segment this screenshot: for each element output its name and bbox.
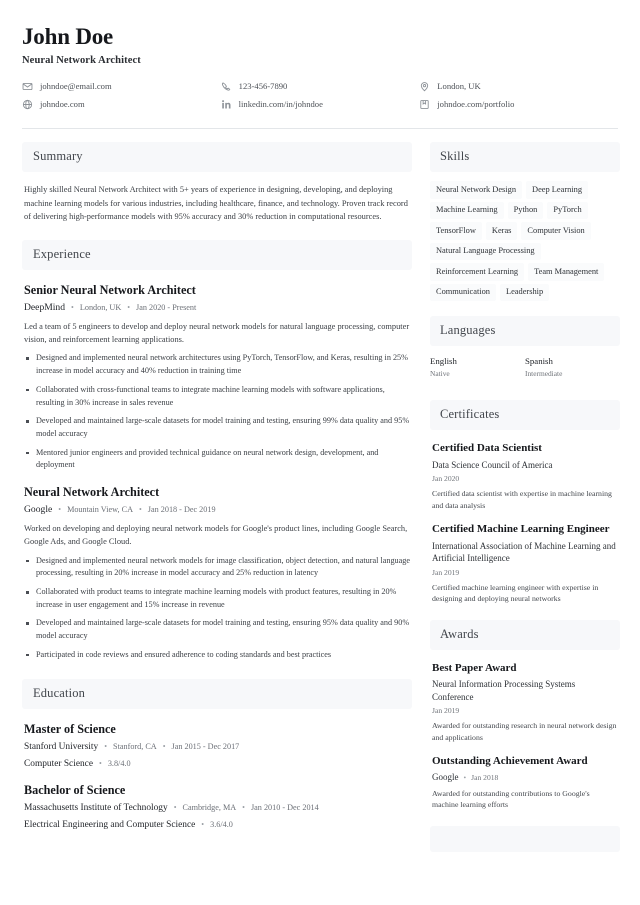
section-skills (430, 142, 620, 301)
meta-separator: • (58, 505, 62, 515)
bullet-item: Designed and implemented neural network architectures using PyTorch, TensorFlow, and Keras, resulting in 25% increase in model accuracy and 40% reduction in training time (24, 352, 410, 377)
meta-separator: • (71, 303, 74, 313)
bullet-item: Collaborated with cross-functional teams to integrate machine learning models with software applications, resulting in 30% increase in sales revenue (24, 384, 410, 409)
skill-chip: Natural Language Processing (430, 243, 541, 261)
contact-linkedin-text: linkedin.com/in/johndoe (238, 98, 323, 109)
experience-title: Senior Neural Network Architect (24, 282, 196, 297)
skill-chip: Keras (486, 222, 518, 240)
section-heading-next (430, 826, 620, 852)
experience-meta (24, 302, 410, 314)
bullet-item: Designed and implemented neural network models for image classification, object detection, and natural language processing, resulting in 20% increase in model accuracy and 25% reduction in latency (24, 555, 410, 580)
linkedin-icon (221, 99, 232, 110)
languages-list (430, 356, 620, 385)
education-degree: Bachelor of Science (24, 783, 126, 798)
certificate-title: Certified Data Scientist (432, 442, 542, 455)
skill-chip: PyTorch (547, 202, 587, 220)
page-title: John Doe (22, 24, 114, 49)
award-title: Outstanding Achievement Award (432, 755, 588, 768)
contact-email-text: johndoe@email.com (40, 81, 112, 92)
language-item (430, 356, 525, 379)
award-meta (432, 772, 618, 784)
language-level: Native (430, 369, 450, 379)
skill-chip: Computer Vision (521, 222, 590, 240)
education-dates: Jan 2010 - Dec 2014 (250, 803, 319, 813)
experience-entry (22, 485, 412, 662)
award-org: Neural Information Processing Systems Conference (432, 679, 576, 702)
skills-list (430, 181, 620, 301)
language-name: Spanish (525, 356, 553, 366)
award-title: Best Paper Award (432, 661, 517, 674)
experience-dates: Jan 2020 - Present (136, 303, 197, 313)
award-date: Jan 2018 (471, 772, 499, 782)
education-meta (24, 802, 410, 815)
education-degree: Master of Science (24, 721, 116, 736)
bullet-item: Participated in code reviews and ensured adherence to coding standards and best practices (24, 649, 410, 662)
meta-separator: • (127, 303, 131, 313)
experience-location: London, UK (79, 303, 122, 313)
skill-chip: Reinforcement Learning (430, 263, 524, 281)
experience-description: Worked on developing and deploying neural network models for Google's product lines, including Google Search, Google Ads, and Google Cloud. (24, 523, 408, 547)
section-heading-summary: Summary (22, 142, 412, 172)
meta-separator: • (201, 820, 205, 830)
meta-separator: • (173, 803, 177, 813)
language-level: Intermediate (525, 369, 563, 379)
section-education (22, 679, 412, 832)
bullet-item: Mentored junior engineers and provided technical guidance on neural network design, development, and deployment (24, 447, 410, 472)
education-school: Massachusetts Institute of Technology (24, 803, 168, 814)
certificate-item (430, 523, 620, 604)
award-item (430, 755, 620, 811)
contact-email[interactable] (22, 77, 221, 95)
experience-title: Neural Network Architect (24, 485, 160, 500)
contact-phone-text: 123-456-7890 (238, 81, 288, 92)
meta-separator: • (99, 758, 102, 768)
contact-location-text: London, UK (437, 81, 481, 92)
section-experience (22, 240, 412, 662)
location-pin-icon (419, 81, 430, 92)
contact-portfolio[interactable] (419, 95, 618, 113)
section-languages (430, 316, 620, 385)
section-next (430, 826, 620, 852)
meta-separator: • (463, 772, 467, 782)
contact-website-text: johndoe.com (40, 98, 85, 109)
experience-org: Google (24, 504, 53, 516)
education-gpa: 3.6/4.0 (210, 820, 233, 830)
experience-entry (22, 283, 412, 472)
education-gpa: 3.8/4.0 (107, 758, 131, 768)
contact-portfolio-text: johndoe.com/portfolio (437, 98, 515, 109)
certificate-description: Certified machine learning engineer with expertise in designing and deploying neural networks (432, 582, 599, 604)
phone-icon (221, 81, 232, 92)
certificate-title: Certified Machine Learning Engineer (432, 523, 610, 536)
main-column (22, 142, 412, 832)
certificate-item (430, 442, 620, 511)
contact-list (22, 77, 618, 113)
experience-org: DeepMind (24, 302, 66, 314)
meta-separator: • (138, 505, 142, 515)
contact-website[interactable] (22, 95, 221, 113)
experience-meta (24, 504, 410, 516)
education-field-row (24, 819, 410, 832)
portfolio-icon (419, 99, 430, 110)
meta-separator: • (104, 741, 108, 751)
skill-chip: Communication (430, 284, 496, 302)
bullet-item: Developed and maintained large-scale datasets for model training and testing, ensuring 95% data quality and 90% model accuracy (24, 617, 410, 642)
education-field: Computer Science (24, 758, 93, 769)
meta-separator: • (162, 741, 166, 751)
skill-chip: Neural Network Design (430, 181, 522, 199)
certificate-date: Jan 2020 (432, 474, 460, 484)
resume-header (22, 24, 618, 113)
globe-icon (22, 99, 33, 110)
skill-chip: Team Management (528, 263, 604, 281)
education-location: Stanford, CA (113, 741, 157, 751)
bullet-item: Collaborated with product teams to integrate machine learning models with product features, resulting in 20% increase in user engagement and 15% increase in revenue (24, 586, 410, 611)
award-date: Jan 2019 (432, 706, 460, 716)
award-org: Google (432, 771, 459, 782)
experience-location: Mountain View, CA (67, 505, 133, 515)
contact-phone[interactable] (221, 77, 420, 95)
skill-chip: Machine Learning (430, 202, 504, 220)
section-heading-experience: Experience (22, 240, 412, 270)
section-heading-languages: Languages (430, 316, 620, 346)
summary-text: Highly skilled Neural Network Architect with 5+ years of experience in designing, developing, and deploying machine learning models for various industries, including healthcare, finance, and technology. Proven track record of delivering high-performance models with 95% accuracy and 30% reduction in computational resources. (24, 185, 408, 222)
education-location: Cambridge, MA (182, 803, 237, 813)
award-description: Awarded for outstanding research in neural network design and applications (432, 721, 617, 742)
header-divider (22, 128, 618, 129)
education-dates: Jan 2015 - Dec 2017 (171, 741, 240, 751)
skill-chip: Deep Learning (526, 181, 588, 199)
experience-bullets (24, 555, 410, 662)
skill-chip: Leadership (500, 284, 549, 302)
job-title: Neural Network Architect (22, 55, 141, 67)
education-entry (22, 722, 412, 771)
education-meta (24, 741, 410, 754)
bullet-item: Developed and maintained large-scale datasets for model training and testing, ensuring 99% data quality and 95% model accuracy (24, 415, 410, 440)
education-school: Stanford University (24, 741, 99, 752)
education-entry (22, 783, 412, 832)
award-description: Awarded for outstanding contributions to Google's machine learning efforts (432, 788, 590, 810)
contact-location (419, 77, 618, 95)
skill-chip: Python (508, 202, 544, 220)
certificate-org: International Association of Machine Learning and Artificial Intelligence (432, 540, 616, 564)
experience-bullets (24, 352, 410, 472)
section-heading-awards: Awards (430, 620, 620, 650)
section-heading-skills: Skills (430, 142, 620, 172)
contact-linkedin[interactable] (221, 95, 420, 113)
envelope-icon (22, 81, 33, 92)
award-item (430, 662, 620, 743)
language-item (525, 356, 620, 379)
language-name: English (430, 356, 457, 366)
meta-separator: • (242, 803, 245, 813)
certificate-org: Data Science Council of America (432, 459, 553, 470)
sidebar-column (430, 142, 620, 852)
section-heading-education: Education (22, 679, 412, 709)
section-certificates (430, 400, 620, 605)
certificate-date: Jan 2019 (432, 567, 460, 577)
certificate-description: Certified data scientist with expertise in machine learning and data analysis (432, 489, 612, 510)
education-field: Electrical Engineering and Computer Science (24, 820, 196, 831)
experience-dates: Jan 2018 - Dec 2019 (147, 505, 216, 515)
section-heading-certificates: Certificates (430, 400, 620, 430)
skill-chip: TensorFlow (430, 222, 482, 240)
section-summary (22, 142, 412, 224)
section-awards (430, 620, 620, 811)
education-field-row (24, 758, 410, 771)
experience-description: Led a team of 5 engineers to develop and deploy neural network models for natural language processing, computer vision, and reinforcement learning applications. (24, 321, 410, 344)
